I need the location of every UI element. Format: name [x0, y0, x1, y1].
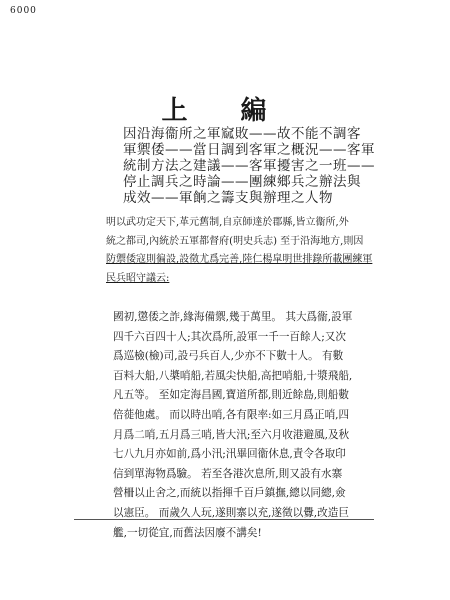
chapter-summary — [123, 126, 375, 206]
text-line: 統之都司,內統於五軍都督府(明史兵志) 至于沿海地方,則因 — [106, 235, 364, 247]
text-line: 四千六百四十人;其次爲所,設軍一千一百餘人;又次 — [113, 330, 346, 343]
text-line: 明以武功定天下,革元舊制,自京師達於郡縣,皆立衞所,外 — [106, 217, 349, 228]
text-line: 七八九月亦如前,爲小汛;汛畢回衞休息,責令各取印 — [113, 448, 346, 461]
quoted-paragraph — [113, 308, 352, 543]
intro-paragraph — [106, 214, 372, 288]
text-line: 爲巡檢(檢)司,設弓兵百人,少亦不下數十人。 有數 — [113, 350, 344, 363]
summary-line: 軍禦倭——當日調到客軍之概況——客軍 — [123, 142, 375, 158]
text-line: 國初,懲倭之詐,緣海備禦,幾于萬里。 其大爲衞,設軍 — [113, 311, 353, 323]
summary-line: 因沿海衞所之軍窳敗——故不能不調客 — [123, 126, 361, 142]
text-line: 以憲臣。 而歲久人玩,遂則寨以充,遂徵以釁,改造巨 — [113, 506, 349, 519]
text-line: 凡五等。 至如定海昌國,寶道所都,則近餘島,則船數 — [113, 389, 349, 402]
text-line: 信到單海物爲驗。 若至各港次息所,則又設有水寨 — [113, 467, 343, 480]
text-line: 營柵以止舍之,而統以指揮千百戶鎮撫,總以同總,僉 — [113, 487, 346, 500]
text-line: 民兵昭守議云: — [106, 272, 170, 284]
text-line: 月爲二哨,五月爲三哨,皆大汛;至六月收港避風,及秋 — [113, 428, 350, 441]
page-title: 上 編 — [161, 96, 289, 126]
summary-line: 成效——軍餉之籌支與辦理之人物 — [123, 190, 333, 206]
text-line: 防禦倭寇則徧設,設徵尤爲完善,陸仁楊皐明世排錄所載團練軍 — [106, 254, 373, 265]
text-line: 艦,一切從宜,而舊法因廢不講矣! — [113, 526, 262, 539]
page-id: 6000 — [10, 6, 37, 16]
summary-line: 停止調兵之時論——團練鄉兵之辦法與 — [123, 174, 361, 190]
text-line: 倍蓰他處。 而以時出哨,各有限率:如三月爲正哨,四 — [113, 408, 350, 421]
summary-line: 統制方法之建議——客軍擾害之一班—— — [123, 158, 375, 174]
bottom-divider — [74, 519, 374, 520]
text-line: 百料大船,八槳哨船,若風尖快船,高把哨船,十漿飛船, — [113, 369, 353, 382]
